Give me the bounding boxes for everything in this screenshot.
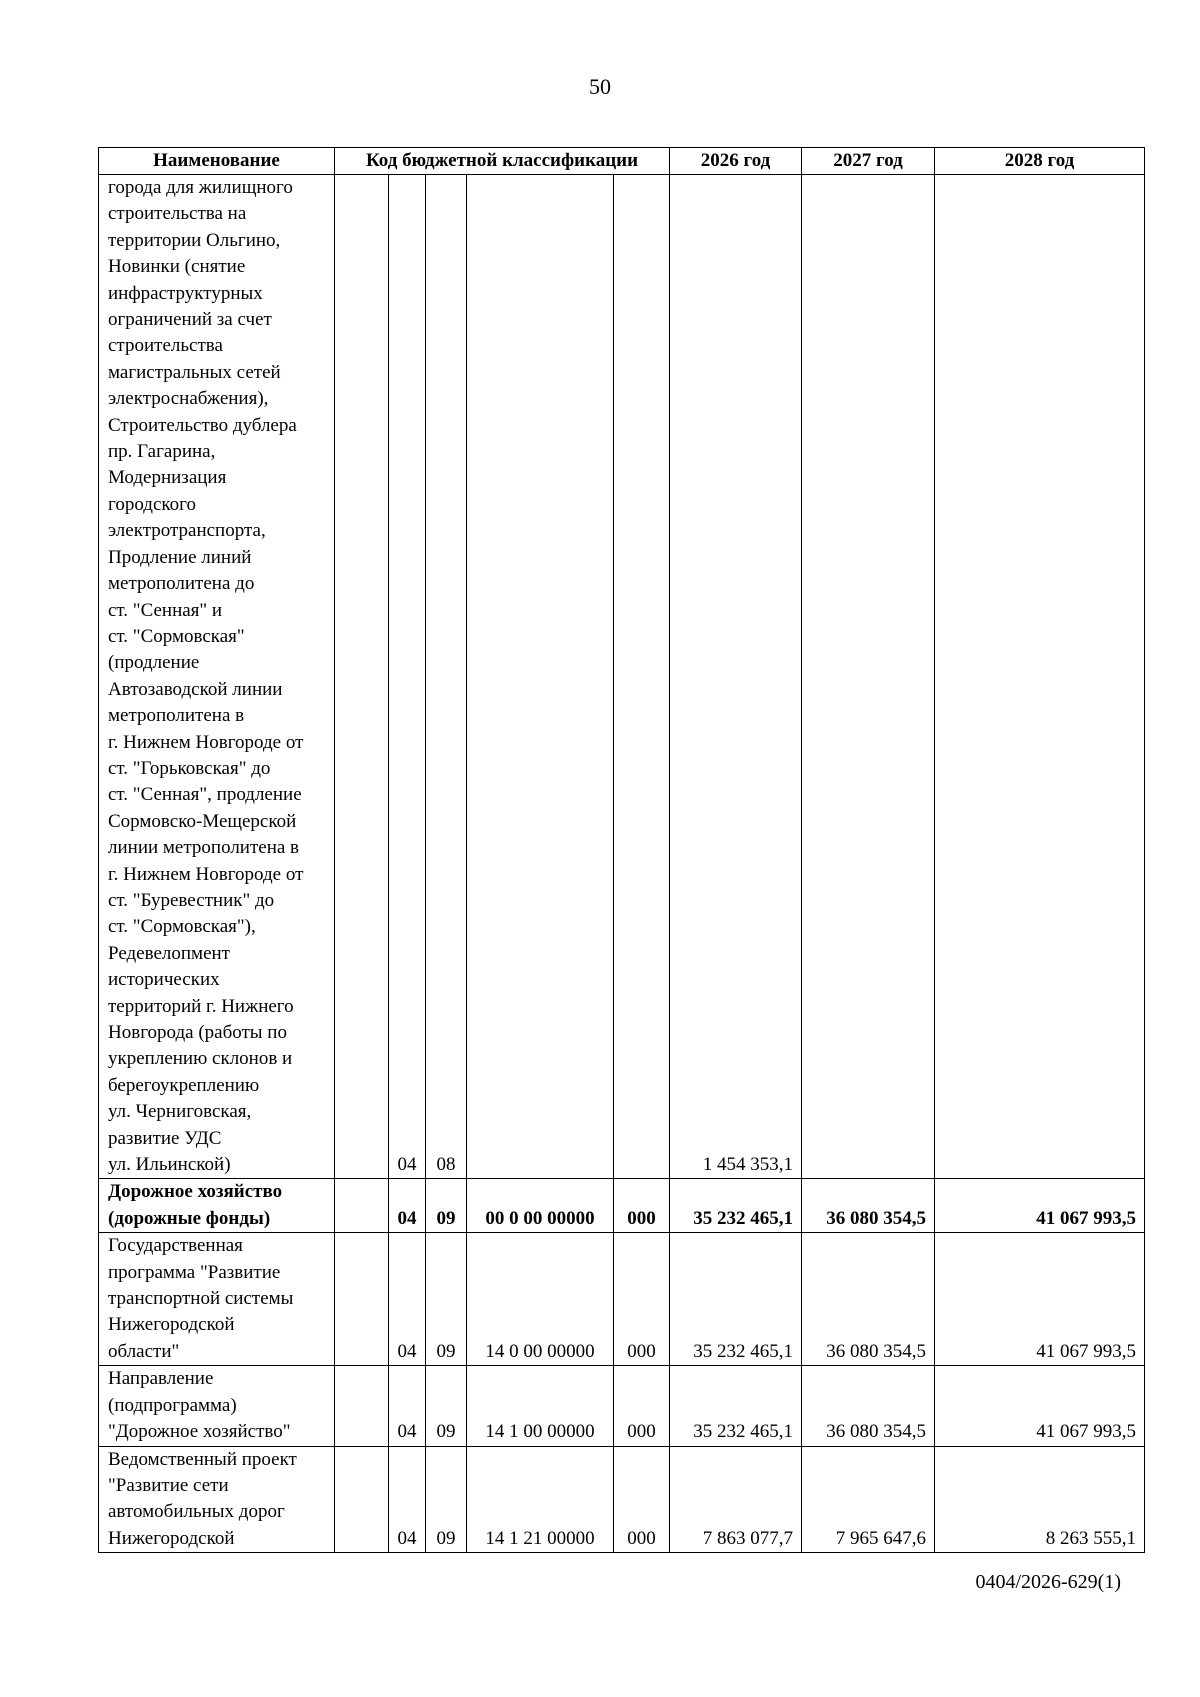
- value-2028: [935, 175, 1145, 1179]
- row-name-line: (подпрограмма): [108, 1394, 237, 1416]
- row-name: [99, 1366, 335, 1446]
- row-name-line: ст. "Буревестник" до: [108, 889, 275, 911]
- row-name-line: ст. "Сормовская"),: [108, 916, 256, 938]
- table-row: [99, 1366, 1145, 1446]
- value-2027: 7 965 647,6: [802, 1446, 935, 1553]
- row-name-line: строительства на: [108, 203, 247, 225]
- row-name-line: города для жилищного: [108, 177, 293, 198]
- row-name-line: городского: [108, 493, 196, 515]
- row-name-line: транспортной системы: [108, 1288, 294, 1310]
- row-name-line: территорий г. Нижнего: [108, 995, 294, 1017]
- row-name-line: инфраструктурных: [108, 282, 263, 304]
- code-subsection: 09: [426, 1233, 467, 1366]
- code-target-article: [467, 175, 614, 1179]
- table-row: [99, 175, 1145, 1179]
- code-target-article: 14 1 21 00000: [467, 1446, 614, 1553]
- row-name-line: Новгорода (работы по: [108, 1022, 287, 1043]
- table-row: [99, 1233, 1145, 1366]
- code-expense-type: [614, 175, 670, 1179]
- code-target-article: 00 0 00 00000: [467, 1179, 614, 1233]
- row-name-line: ограничений за счет: [108, 309, 272, 331]
- row-name-line: "Развитие сети: [108, 1474, 229, 1496]
- value-2027: 36 080 354,5: [802, 1366, 935, 1446]
- row-name-line: Ведомственный проект: [108, 1448, 297, 1470]
- code-part-1: [335, 1366, 389, 1446]
- row-name-line: территории Ольгино,: [108, 229, 281, 251]
- row-name: [99, 1179, 335, 1233]
- row-name-line: ст. "Сенная", продление: [108, 784, 302, 806]
- row-name-line: ст. "Горьковская" до: [108, 757, 271, 779]
- row-name: [99, 175, 335, 1179]
- value-2028: 8 263 555,1: [935, 1446, 1145, 1553]
- code-expense-type: 000: [614, 1179, 670, 1233]
- row-name-line: г. Нижнем Новгороде от: [108, 731, 304, 753]
- code-section: 04: [389, 1366, 426, 1446]
- row-name-line: развитие УДС: [108, 1127, 222, 1149]
- row-name-line: метрополитена до: [108, 573, 255, 595]
- row-name-line: ст. "Сенная" и: [108, 599, 223, 621]
- code-target-article: 14 0 00 00000: [467, 1233, 614, 1366]
- header-2028: 2028 год: [935, 148, 1145, 175]
- value-2027: 36 080 354,5: [802, 1233, 935, 1366]
- code-target-article: 14 1 00 00000: [467, 1366, 614, 1446]
- row-name-line: Продление линий: [108, 546, 252, 568]
- header-name: Наименование: [99, 148, 335, 175]
- budget-table: [98, 147, 1145, 1553]
- row-name-line: линии метрополитена в: [108, 837, 300, 859]
- row-name-line: метрополитена в: [108, 705, 245, 727]
- row-name-line: (дорожные фонды): [108, 1207, 271, 1229]
- page-number: 50: [589, 74, 611, 99]
- code-part-1: [335, 1446, 389, 1553]
- row-name-line: Редевелопмент: [108, 942, 230, 964]
- row-name-line: ул. Черниговская,: [108, 1101, 252, 1123]
- row-name-line: электротранспорта,: [108, 520, 266, 542]
- row-name-line: "Дорожное хозяйство": [108, 1421, 291, 1443]
- value-2026: 7 863 077,7: [670, 1446, 802, 1553]
- code-part-1: [335, 175, 389, 1179]
- header-code: Код бюджетной классификации: [335, 148, 670, 175]
- code-section: 04: [389, 1179, 426, 1233]
- code-expense-type: 000: [614, 1366, 670, 1446]
- row-name-line: строительства: [108, 335, 223, 357]
- row-name-line: исторических: [108, 969, 220, 991]
- row-name-line: Дорожное хозяйство: [108, 1181, 283, 1203]
- value-2026: 35 232 465,1: [670, 1233, 802, 1366]
- row-name-line: берегоукреплению: [108, 1074, 260, 1096]
- row-name-line: Строительство дублера: [108, 414, 297, 436]
- value-2027: [802, 175, 935, 1179]
- row-name-line: магистральных сетей: [108, 361, 281, 383]
- row-name-line: г. Нижнем Новгороде от: [108, 863, 304, 885]
- row-name: [99, 1446, 335, 1553]
- table-header-row: [99, 148, 1145, 175]
- row-name-line: укреплению склонов и: [108, 1048, 293, 1070]
- value-2026: 1 454 353,1: [670, 175, 802, 1179]
- row-name-line: пр. Гагарина,: [108, 441, 216, 463]
- code-expense-type: 000: [614, 1233, 670, 1366]
- row-name-line: области": [108, 1340, 180, 1362]
- row-name-line: ст. "Сормовская": [108, 625, 245, 647]
- row-name-line: Автозаводской линии: [108, 678, 283, 700]
- value-2026: 35 232 465,1: [670, 1366, 802, 1446]
- table-body: [99, 175, 1145, 1553]
- row-name-line: автомобильных дорог: [108, 1501, 285, 1523]
- code-subsection: 08: [426, 175, 467, 1179]
- row-name-line: Государственная: [108, 1235, 243, 1257]
- document-number: 0404/2026-629(1): [975, 1571, 1121, 1593]
- table-row: [99, 1179, 1145, 1233]
- row-name-line: Сормовско-Мещерской: [108, 810, 297, 832]
- code-subsection: 09: [426, 1366, 467, 1446]
- row-name-line: электроснабжения),: [108, 388, 269, 410]
- table-row: [99, 1446, 1145, 1553]
- value-2027: 36 080 354,5: [802, 1179, 935, 1233]
- header-2026: 2026 год: [670, 148, 802, 175]
- code-section: 04: [389, 1233, 426, 1366]
- code-subsection: 09: [426, 1446, 467, 1553]
- row-name-line: программа "Развитие: [108, 1261, 281, 1283]
- row-name-line: ул. Ильинской): [108, 1154, 231, 1176]
- row-name-line: Модернизация: [108, 467, 227, 489]
- row-name: [99, 1233, 335, 1366]
- code-part-1: [335, 1179, 389, 1233]
- row-name-line: Нижегородской: [108, 1527, 235, 1549]
- code-section: 04: [389, 175, 426, 1179]
- value-2028: 41 067 993,5: [935, 1233, 1145, 1366]
- row-name-line: Новинки (снятие: [108, 256, 246, 278]
- code-part-1: [335, 1233, 389, 1366]
- value-2026: 35 232 465,1: [670, 1179, 802, 1233]
- code-expense-type: 000: [614, 1446, 670, 1553]
- row-name-line: Направление: [108, 1368, 214, 1390]
- row-name-line: Нижегородской: [108, 1314, 235, 1336]
- value-2028: 41 067 993,5: [935, 1366, 1145, 1446]
- code-subsection: 09: [426, 1179, 467, 1233]
- value-2028: 41 067 993,5: [935, 1179, 1145, 1233]
- row-name-line: (продление: [108, 652, 200, 674]
- header-2027: 2027 год: [802, 148, 935, 175]
- code-section: 04: [389, 1446, 426, 1553]
